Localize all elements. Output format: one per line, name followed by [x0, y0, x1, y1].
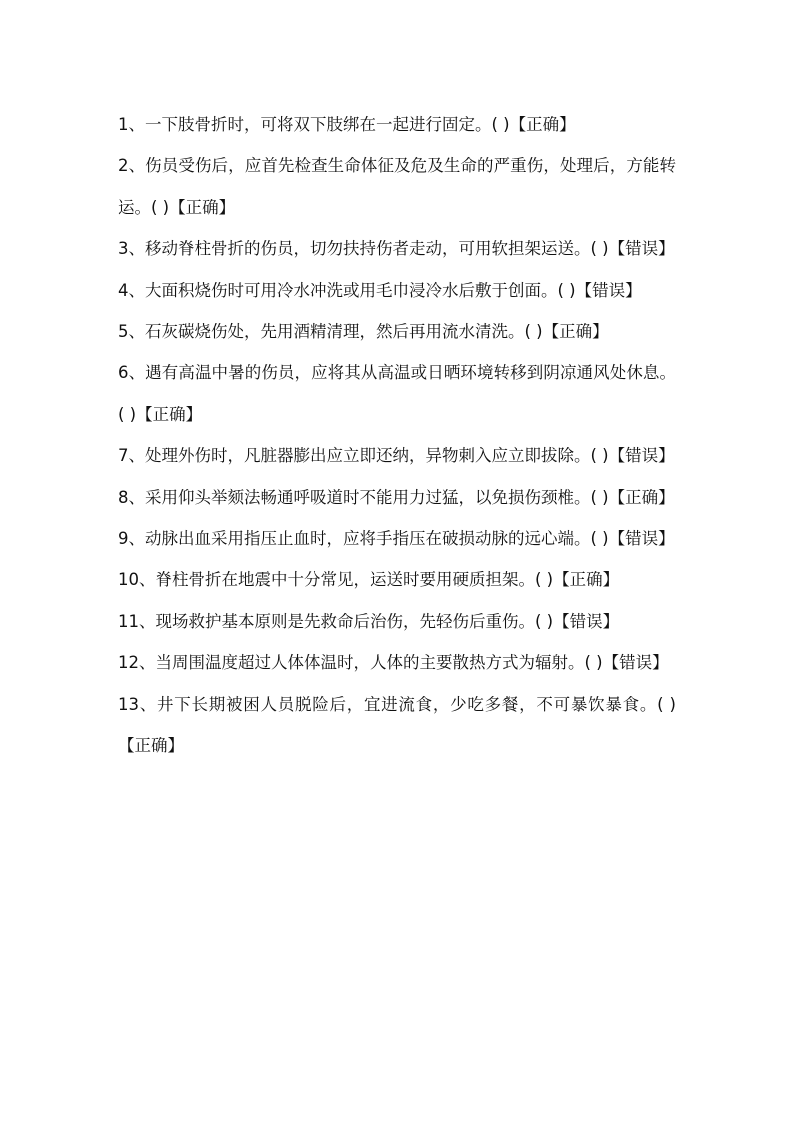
question-item: 13、井下长期被困人员脱险后，宜进流食，少吃多餐，不可暴饮暴食。( )【正确】: [118, 694, 676, 756]
question-item: 1、一下肢骨折时，可将双下肢绑在一起进行固定。( )【正确】: [118, 115, 576, 134]
question-item: 4、大面积烧伤时可用冷水冲洗或用毛巾浸冷水后敷于创面。( )【错误】: [118, 280, 642, 300]
question-item: 2、伤员受伤后，应首先检查生命体征及危及生命的严重伤，处理后，方能转运。( )【正确】: [118, 156, 676, 217]
question-list: [118, 104, 676, 767]
question-item: 6、遇有高温中暑的伤员，应将其从高温或日晒环境转移到阴凉通风处休息。( )【正确】: [118, 363, 676, 424]
question-item: 10、脊柱骨折在地震中十分常见，运送时要用硬质担架。( )【正确】: [118, 570, 620, 590]
question-item: 9、动脉出血采用指压止血时，应将手指压在破损动脉的远心端。( )【错误】: [118, 529, 675, 549]
question-item: 7、处理外伤时，凡脏器膨出应立即还纳，异物刺入应立即拔除。( )【错误】: [118, 446, 675, 466]
question-item: 5、石灰碳烧伤处，先用酒精清理，然后再用流水清洗。( )【正确】: [118, 322, 609, 342]
question-item: 11、现场救护基本原则是先救命后治伤，先轻伤后重伤。( )【错误】: [118, 611, 620, 631]
question-item: 8、采用仰头举颏法畅通呼吸道时不能用力过猛，以免损伤颈椎。( )【正确】: [118, 487, 675, 507]
question-item: 12、当周围温度超过人体体温时，人体的主要散热方式为辐射。( )【错误】: [118, 653, 669, 673]
question-item: 3、移动脊柱骨折的伤员，切勿扶持伤者走动，可用软担架运送。( )【错误】: [118, 239, 675, 259]
